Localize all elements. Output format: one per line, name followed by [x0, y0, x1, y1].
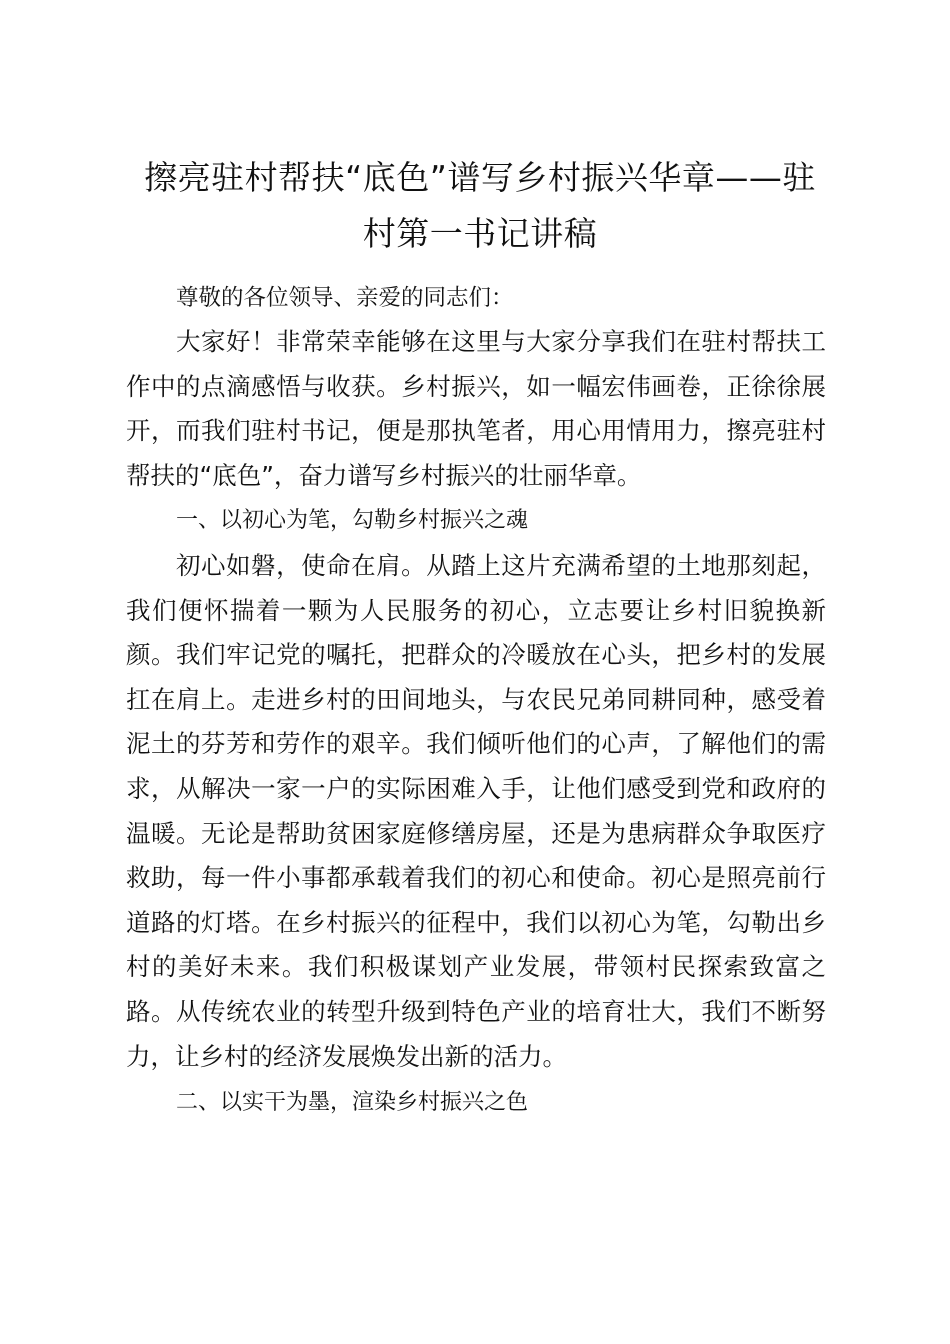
greeting-paragraph: 尊敬的各位领导、亲爱的同志们： [176, 285, 514, 311]
intro-paragraph: 大家好！非常荣幸能够在这里与大家分享我们在驻村帮扶工作中的点滴感悟与收获。乡村振兴，如一幅宏伟画卷，正徐徐展开，而我们驻村书记，便是那执笔者，用心用情用力，擦亮驻村帮扶的“底色”，奋力谱写乡村振兴的壮丽华章。 [126, 327, 826, 490]
section-heading-one: 一、以初心为笔，勾勒乡村振兴之魂 [176, 508, 529, 533]
document-title: 擦亮驻村帮扶“底色”谱写乡村振兴华章——驻村第一书记讲稿 [144, 158, 816, 253]
section-paragraph-one: 初心如磐，使命在肩。从踏上这片充满希望的土地那刻起，我们便怀揣着一颗为人民服务的初心，立志要让乡村旧貌换新颜。我们牢记党的嘱托，把群众的冷暖放在心头，把乡村的发展扛在肩上。走进乡村的田间地头，与农民兄弟同耕同种，感受着泥土的芬芳和劳作的艰辛。我们倾听他们的心声，了解他们的需求，从解决一家一户的实际困难入手，让他们感受到党和政府的温暖。无论是帮助贫困家庭修缮房屋，还是为患病群众争取医疗救助，每一件小事都承载着我们的初心和使命。初心是照亮前行道路的灯塔。在乡村振兴的征程中，我们以初心为笔，勾勒出乡村的美好未来。我们积极谋划产业发展，带领村民探索致富之路。从传统农业的转型升级到特色产业的培育壮大，我们不断努力，让乡村的经济发展焕发出新的活力。 [126, 551, 826, 1071]
section-heading-two: 二、以实干为墨，渲染乡村振兴之色 [176, 1090, 529, 1115]
